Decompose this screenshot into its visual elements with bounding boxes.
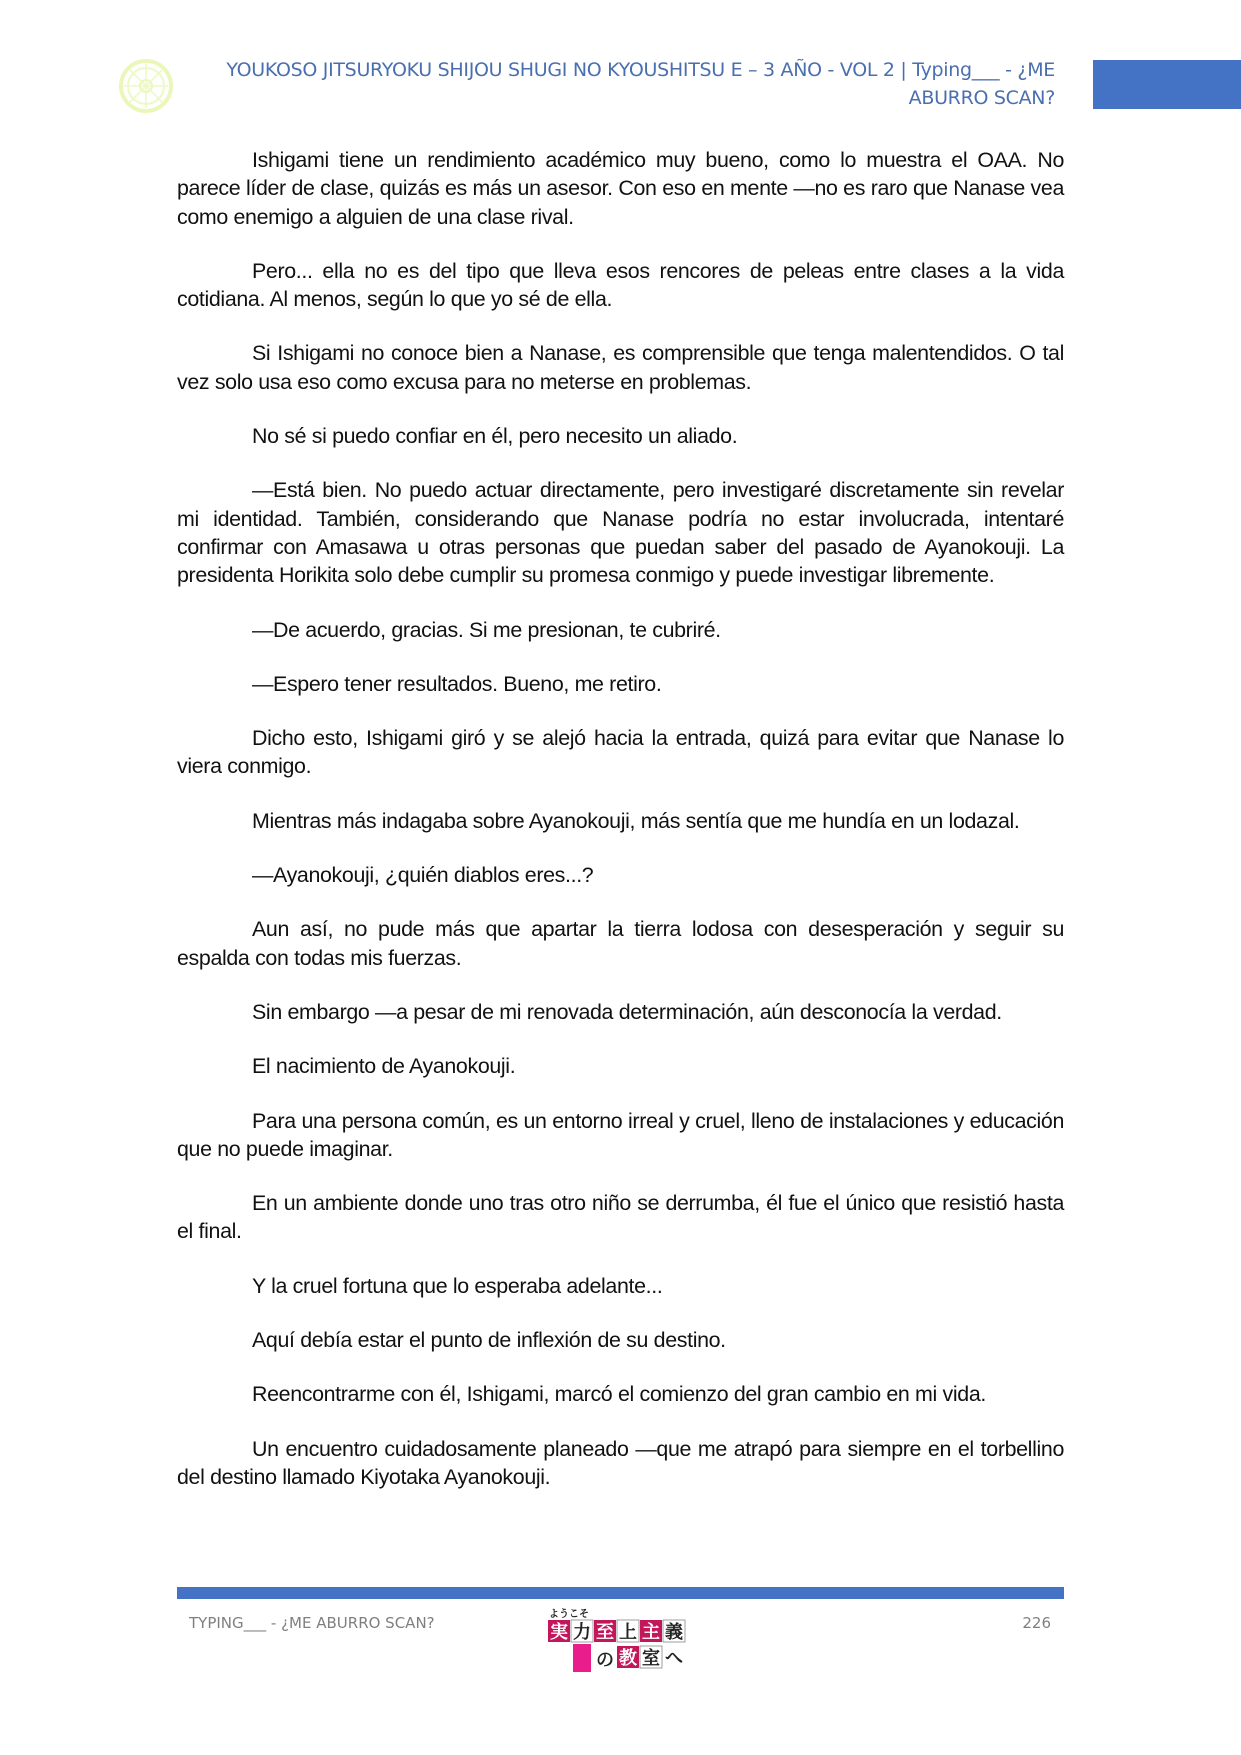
svg-text:至: 至 — [596, 1622, 614, 1643]
svg-text:の: の — [596, 1650, 614, 1671]
svg-text:実: 実 — [550, 1622, 568, 1643]
paragraph: —Espero tener resultados. Bueno, me retiro. — [252, 671, 662, 696]
svg-text:教: 教 — [619, 1648, 637, 1669]
paragraph: Reencontrarme con él, Ishigami, marcó el comienzo del gran cambio en mi vida. — [252, 1382, 986, 1407]
header-title — [155, 56, 1055, 112]
paragraph: Para una persona común, es un entorno irreal y cruel, lleno de instalaciones y educación que no puede imaginar. — [177, 1108, 1064, 1161]
header-title-line1: YOUKOSO JITSURYOKU SHIJOU SHUGI NO KYOUSHITSU E – 3 AÑO - VOL 2 | Typing___ - ¿ME — [226, 59, 1055, 81]
paragraph: —Está bien. No puedo actuar directamente, pero investigaré discretamente sin revelar mi identidad. También, considerando que Nanase podría no estar involucrada, intentaré confirmar con Amasawa u otras personas que puedan saber del pasado de Ayanokouji. La presidenta Horikita solo debe cumplir su promesa conmigo y puede investigar libremente. — [177, 478, 1064, 588]
paragraph: No sé si puedo confiar en él, pero necesito un aliado. — [252, 424, 738, 449]
paragraph: Aquí debía estar el punto de inflexión de su destino. — [252, 1328, 726, 1353]
paragraph: En un ambiente donde uno tras otro niño se derrumba, él fue el único que resistió hasta el final. — [177, 1191, 1064, 1244]
paragraph: Sin embargo —a pesar de mi renovada determinación, aún desconocía la verdad. — [252, 999, 1002, 1024]
page-number: 226 — [1022, 1614, 1051, 1632]
paragraph: —Ayanokouji, ¿quién diablos eres...? — [252, 863, 594, 888]
paragraph: Si Ishigami no conoce bien a Nanase, es comprensible que tenga malentendidos. O tal vez solo usa eso como excusa para no meterse en problemas. — [177, 341, 1064, 394]
svg-text:ようこそ: ようこそ — [549, 1609, 589, 1620]
svg-text:へ: へ — [665, 1648, 683, 1669]
paragraph: Pero... ella no es del tipo que lleva esos rencores de peleas entre clases a la vida cotidiana. Al menos, según lo que yo sé de ella. — [177, 258, 1064, 312]
header-accent-block — [1093, 60, 1241, 109]
paragraph: Mientras más indagaba sobre Ayanokouji, más sentía que me hundía en un lodazal. — [252, 808, 1020, 833]
paragraph: Y la cruel fortuna que lo esperaba adelante... — [252, 1273, 663, 1298]
svg-text:室: 室 — [642, 1648, 660, 1669]
svg-text:上: 上 — [619, 1622, 637, 1643]
paragraph: Ishigami tiene un rendimiento académico muy bueno, como lo muestra el OAA. No parece líder de clase, quizás es más un asesor. Con eso en mente —no es raro que Nanase vea como enemigo a alguien de una clase rival. — [177, 148, 1064, 229]
footer-left-text: TYPING___ - ¿ME ABURRO SCAN? — [189, 1614, 435, 1632]
paragraph: —De acuerdo, gracias. Si me presionan, te cubriré. — [252, 617, 721, 642]
paragraph: Dicho esto, Ishigami giró y se alejó hacia la entrada, quizá para evitar que Nanase lo viera conmigo. — [177, 726, 1064, 779]
series-logo-icon — [547, 1606, 695, 1676]
footer-rule — [177, 1587, 1064, 1599]
paragraph: Un encuentro cuidadosamente planeado —que me atrapó para siempre en el torbellino del destino llamado Kiyotaka Ayanokouji. — [177, 1436, 1064, 1489]
paragraph: Aun así, no pude más que apartar la tierra lodosa con desesperación y seguir su espalda con todas mis fuerzas. — [177, 917, 1064, 970]
svg-text:力: 力 — [573, 1622, 591, 1643]
svg-text:主: 主 — [642, 1622, 660, 1643]
svg-text:義: 義 — [665, 1622, 683, 1643]
paragraph: El nacimiento de Ayanokouji. — [252, 1054, 516, 1079]
body-text — [177, 146, 1064, 1517]
header-title-line2: ABURRO SCAN? — [908, 87, 1055, 109]
